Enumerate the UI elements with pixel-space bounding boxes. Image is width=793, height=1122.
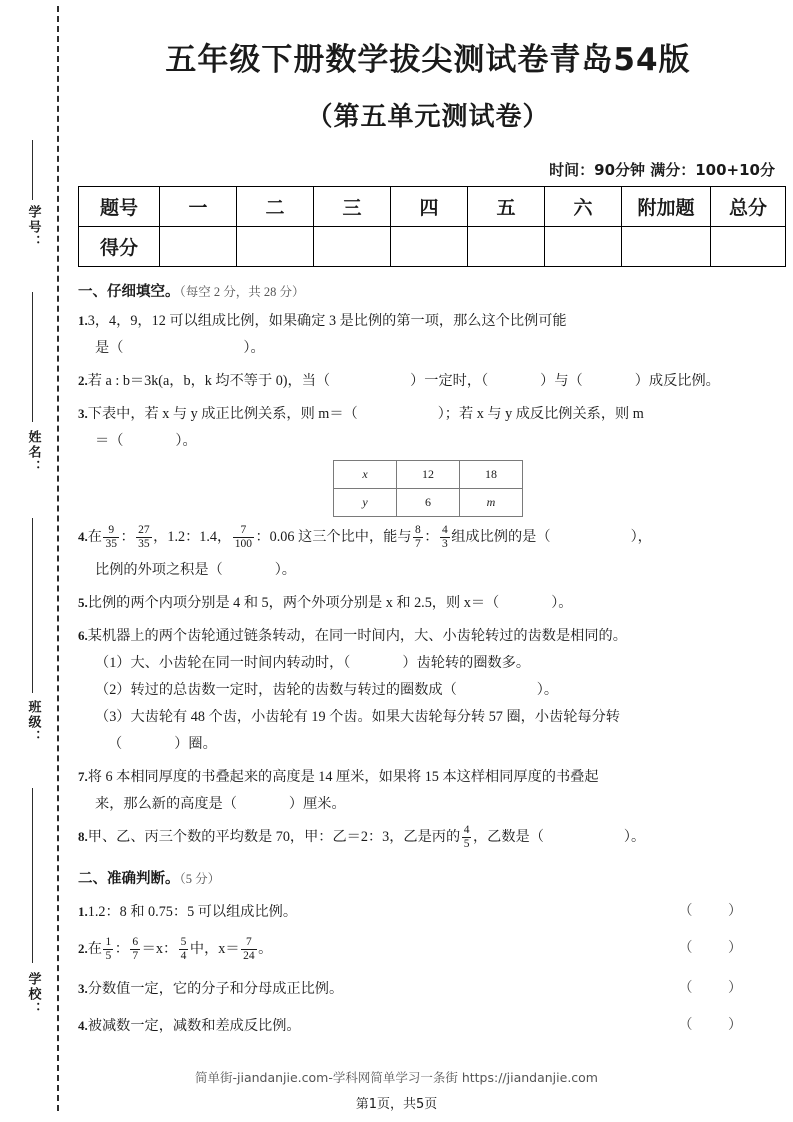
seal-rule-2 [32, 292, 33, 422]
question-1-line-1 [78, 308, 778, 334]
xy-proportion-table [333, 460, 523, 517]
question-7-text-a: 将 6 本相同厚度的书叠起来的高度是 14 厘米，如果将 15 本这样相同厚度的书叠起 [87, 768, 599, 785]
question-1-text-2a: 是（ [95, 340, 124, 356]
question-4-text-g: ）。 [274, 561, 296, 578]
question-6-number: 6. [78, 627, 88, 643]
true-false-item-3 [78, 976, 778, 1002]
xy-cell-r0c0: x [334, 461, 397, 489]
seal-field-class [20, 700, 46, 750]
question-4-text-e: ）， [630, 529, 652, 545]
question-8-text-a: 甲、乙、丙三个数的平均数是 70，甲：乙＝2：3，乙是丙的 [87, 828, 461, 845]
question-8-line [78, 824, 778, 851]
tf-2-sep-1: ： [114, 940, 129, 957]
question-4-text-d: 组成比例的是（ [451, 529, 551, 545]
fraction-27-35 [136, 524, 152, 551]
score-cell-6[interactable] [545, 227, 622, 267]
question-3-table-wrapper [78, 460, 778, 517]
question-1-line-2 [78, 336, 778, 361]
fraction-denominator: 100 [234, 537, 252, 550]
question-4-number: 4. [78, 529, 88, 544]
fraction-numerator: 8 [415, 524, 421, 537]
true-false-item-2 [78, 936, 778, 963]
score-table-col-4: 四 [391, 187, 468, 227]
question-2-text-b: ）一定时，（ [410, 373, 489, 389]
score-table-col-6: 六 [545, 187, 622, 227]
fraction-numerator: 1 [105, 935, 112, 948]
section-points-fill-in: （每空 2 分，共 28 分） [179, 285, 305, 299]
question-8-number: 8. [78, 828, 88, 844]
fraction-denominator: 4 [180, 949, 187, 962]
true-false-item-4 [78, 1013, 778, 1039]
seal-margin-strip [0, 0, 70, 1122]
tf-3-text: 分数值一定，它的分子和分母成正比例。 [87, 980, 344, 997]
seal-rule-3 [32, 518, 33, 693]
question-3-text-a: 下表中，若 x 与 y 成正比例关系，则 m＝（ [87, 406, 358, 422]
question-6-sub1-text-b: ）齿轮转的圈数多。 [402, 654, 531, 671]
question-4-text-a: 在 [87, 529, 102, 545]
tf-1-text: 1.2：8 和 0.75：5 可以组成比例。 [87, 903, 298, 920]
fraction-denominator: 7 [415, 537, 421, 550]
score-table-row-label-1: 题号 [79, 187, 160, 227]
question-6-sub-3-line-1 [78, 705, 778, 730]
fraction-7-100 [233, 524, 254, 551]
question-6-sub3-text-c: ）圈。 [174, 735, 217, 752]
fraction-numerator: 7 [240, 524, 247, 537]
tf-2-number: 2. [78, 940, 88, 956]
question-7-text-c: ）厘米。 [288, 795, 346, 812]
fraction-7-24 [241, 936, 257, 963]
fraction-denominator: 35 [105, 537, 117, 550]
xy-cell-r1c0: y [334, 489, 397, 517]
question-2-text-d: ）成反比例。 [634, 373, 720, 389]
question-6-sub-1 [78, 651, 778, 676]
seal-field-school [20, 972, 46, 1022]
question-4-line-2 [78, 558, 778, 583]
tf-2-text-c: 中，x＝ [189, 940, 240, 957]
tf-2-answer-box[interactable]: （ ） [678, 940, 758, 956]
question-6-sub3-text-a: （3）大齿轮有 48 个齿，小齿轮有 19 个齿。如果大齿轮每分转 57 圈，小齿轮每分转 [95, 708, 620, 725]
question-4-text-b: ，1.2：1.4， [153, 529, 232, 545]
score-cell-3[interactable] [314, 227, 391, 267]
score-cell-1[interactable] [160, 227, 237, 267]
fraction-numerator: 9 [108, 524, 115, 537]
question-3-line-1 [78, 401, 778, 427]
seal-rule-1 [32, 140, 33, 200]
seal-rule-4 [32, 788, 33, 963]
fraction-4-3 [440, 524, 450, 551]
fraction-denominator: 24 [243, 949, 255, 962]
fraction-denominator: 35 [138, 537, 150, 550]
question-7-number: 7. [78, 768, 88, 784]
score-table-col-extra: 附加题 [622, 187, 711, 227]
question-8-text-b: ，乙数是（ [472, 828, 544, 845]
xy-cell-r0c2: 18 [460, 461, 523, 489]
section-points-true-false: （5 分） [179, 871, 221, 886]
question-2-number: 2. [78, 373, 88, 388]
question-5-text-b: ）。 [551, 594, 573, 611]
tf-4-answer-box[interactable]: （ ） [678, 1017, 758, 1033]
question-7-text-b: 来，那么新的高度是（ [95, 795, 237, 812]
tf-2-text-a: 在 [87, 940, 102, 957]
seal-label-class: 班级： [25, 700, 41, 745]
question-1-number: 1. [78, 313, 88, 328]
footer-source-watermark: 简单街-jiandanjie.com-学科网简单学习一条街 https://jiandanjie.com [194, 1070, 598, 1085]
question-6-stem [78, 623, 778, 649]
fraction-denominator: 7 [132, 949, 139, 962]
page-title: 五年级下册数学拔尖测试卷青岛54版 [165, 42, 691, 78]
fraction-1-5 [103, 936, 113, 963]
fraction-denominator: 5 [463, 837, 470, 850]
fraction-numerator: 27 [138, 524, 150, 537]
tf-1-number: 1. [78, 903, 88, 919]
question-5-text-a: 比例的两个内项分别是 4 和 5，两个外项分别是 x 和 2.5，则 x＝（ [87, 594, 500, 611]
score-table-row-label-2: 得分 [79, 227, 160, 267]
tf-1-answer-box[interactable]: （ ） [678, 903, 758, 919]
seal-label-school: 学校： [25, 972, 41, 1017]
score-table [78, 186, 786, 267]
question-5-number: 5. [78, 594, 88, 610]
question-3-number: 3. [78, 406, 88, 421]
tf-4-text: 被减数一定，减数和差成反比例。 [87, 1017, 301, 1034]
xy-cell-r1c2: m [460, 489, 523, 517]
seal-field-student-id [20, 205, 46, 255]
question-4-text-f: 比例的外项之积是（ [95, 561, 223, 578]
score-cell-total[interactable] [711, 227, 786, 267]
section-title-true-false: 二、准确判断。 [78, 870, 180, 887]
table-row [79, 227, 786, 267]
score-table-col-total: 总分 [711, 187, 786, 227]
fraction-6-7 [130, 936, 140, 963]
table-row [79, 187, 786, 227]
true-false-item-1 [78, 899, 778, 925]
fraction-numerator: 6 [132, 935, 139, 948]
question-3-text-c: ＝（ [95, 433, 124, 449]
seal-dashed-line [57, 6, 59, 1111]
question-2-text-c: ）与（ [540, 373, 583, 389]
tf-2-text-b: ＝x： [141, 940, 178, 957]
fraction-numerator: 4 [441, 524, 448, 537]
exam-meta-info: 时间：90分钟 满分：100+10分 [549, 161, 775, 179]
score-cell-5[interactable] [468, 227, 545, 267]
question-6-sub2-text-a: （2）转过的总齿数一定时，齿轮的齿数与转过的圈数成（ [95, 681, 457, 698]
footer-page-number: 第1页，共5页 [355, 1097, 438, 1112]
question-4-line-1 [78, 524, 778, 551]
question-4-sep-2: ： [424, 529, 439, 545]
fraction-numerator: 5 [180, 935, 187, 948]
score-cell-extra[interactable] [622, 227, 711, 267]
question-6-sub-2 [78, 678, 778, 703]
section-heading-fill-in [78, 280, 778, 301]
question-4-sep-1: ： [120, 529, 135, 545]
tf-2-text-d: 。 [258, 940, 273, 957]
score-table-col-2: 二 [237, 187, 314, 227]
question-2-line [78, 368, 778, 394]
section-title-fill-in: 一、仔细填空。 [78, 284, 180, 300]
table-row [334, 489, 523, 517]
seal-label-student-id: 学号： [25, 205, 41, 250]
xy-cell-r1c1: 6 [397, 489, 460, 517]
fraction-5-4 [179, 936, 189, 963]
seal-field-name [20, 430, 46, 480]
question-6-sub-3-line-2 [78, 732, 778, 757]
exam-page [78, 0, 778, 1122]
question-5-line [78, 590, 778, 616]
question-3-text-b: ）；若 x 与 y 成反比例关系，则 m [437, 406, 644, 422]
fraction-4-5 [462, 824, 472, 851]
seal-label-name: 姓名： [25, 430, 41, 475]
question-6-sub2-text-b: ）。 [536, 681, 559, 698]
question-4-text-c: ：0.06 这三个比中，能与 [255, 529, 412, 545]
question-6-sub3-text-b: （ [108, 735, 123, 752]
xy-cell-r0c1: 12 [397, 461, 460, 489]
tf-3-number: 3. [78, 980, 88, 996]
tf-3-answer-box[interactable]: （ ） [678, 980, 758, 996]
question-6-text-stem: 某机器上的两个齿轮通过链条转动，在同一时间内，大、小齿轮转过的齿数是相同的。 [87, 627, 627, 644]
score-cell-4[interactable] [391, 227, 468, 267]
question-1-text-2b: ）。 [243, 340, 265, 356]
fraction-numerator: 7 [245, 935, 252, 948]
fraction-8-7 [413, 524, 423, 551]
question-1-text-1: 3，4，9，12 可以组成比例，如果确定 3 是比例的第一项，那么这个比例可能 [87, 313, 567, 329]
fraction-9-35 [103, 524, 119, 551]
fraction-numerator: 4 [463, 823, 470, 836]
tf-4-number: 4. [78, 1017, 88, 1033]
score-table-col-1: 一 [160, 187, 237, 227]
question-8-text-c: ）。 [623, 828, 646, 845]
page-subtitle: （第五单元测试卷） [306, 102, 550, 132]
section-heading-true-false [78, 867, 778, 888]
fraction-denominator: 5 [105, 949, 112, 962]
score-cell-2[interactable] [237, 227, 314, 267]
question-3-line-2 [78, 429, 778, 454]
question-3-text-d: ）。 [175, 433, 197, 449]
score-table-col-5: 五 [468, 187, 545, 227]
fraction-denominator: 3 [441, 537, 448, 550]
question-2-text-a: 若 a : b＝3k(a，b，k 均不等于 0)，当（ [87, 373, 331, 389]
table-row [334, 461, 523, 489]
question-7-line-1 [78, 764, 778, 790]
score-table-col-3: 三 [314, 187, 391, 227]
question-6-sub1-text-a: （1）大、小齿轮在同一时间内转动时，（ [95, 654, 351, 671]
question-7-line-2 [78, 792, 778, 817]
